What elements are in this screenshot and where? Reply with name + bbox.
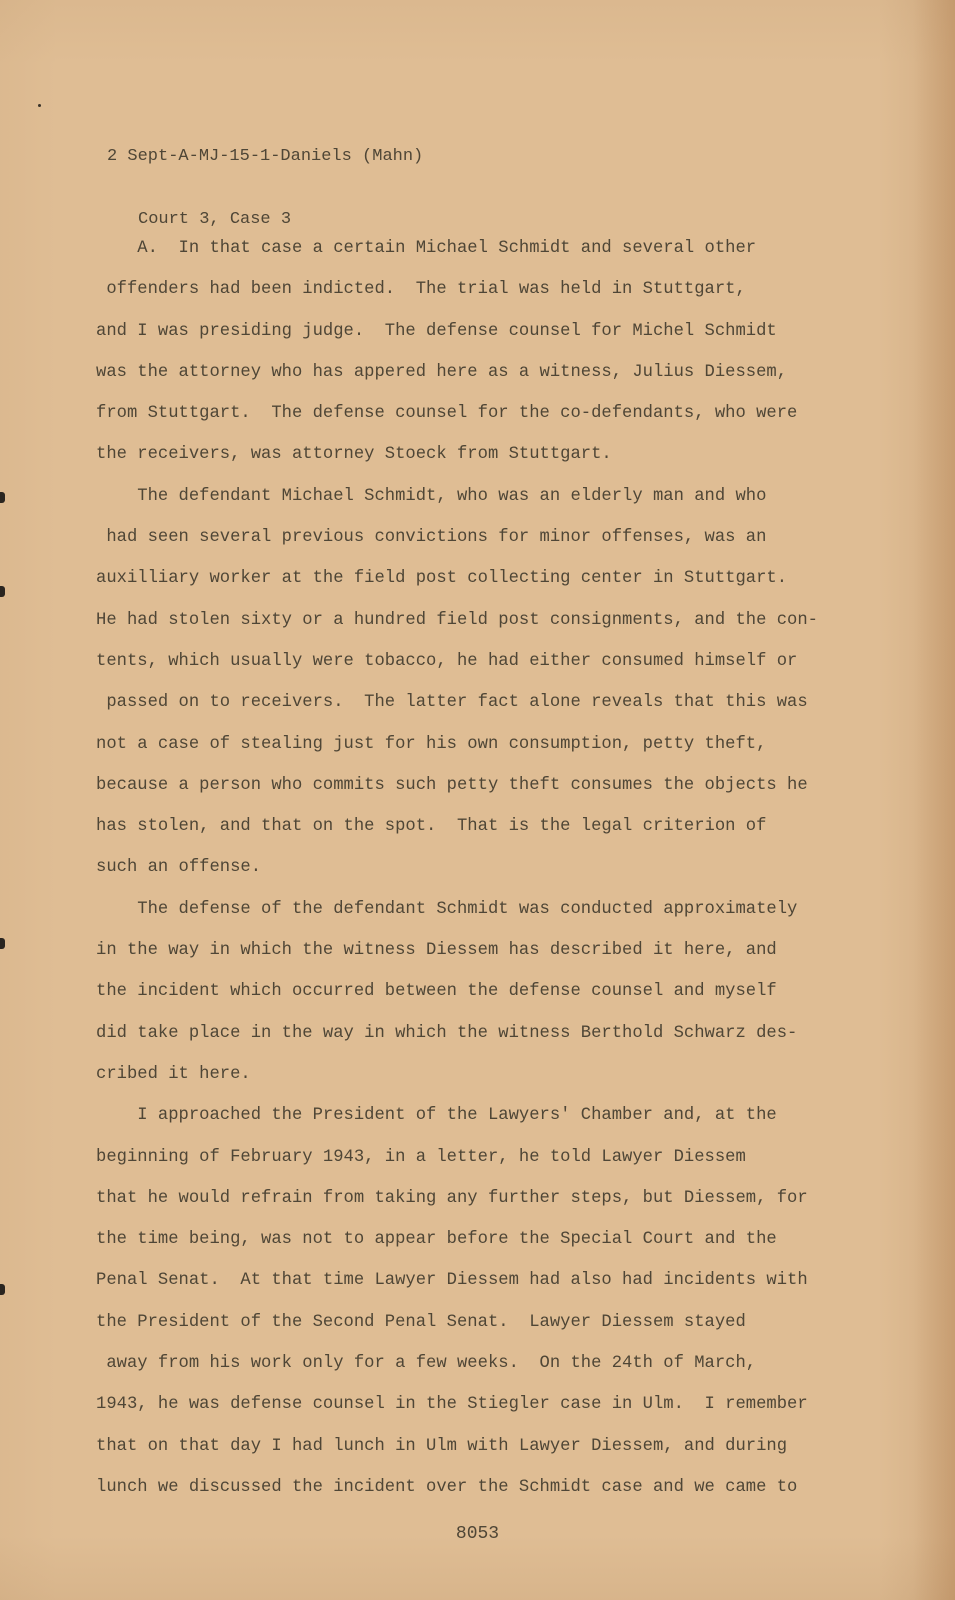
text-line: such an offense. xyxy=(96,858,262,878)
text-line: I approached the President of the Lawyers' Chamber and, at the xyxy=(96,1106,777,1126)
binding-hole xyxy=(0,938,5,949)
text-line: beginning of February 1943, in a letter, he told Lawyer Diessem xyxy=(96,1147,746,1167)
text-line: the receivers, was attorney Stoeck from Stuttgart. xyxy=(96,445,612,465)
header-court-case: Court 3, Case 3 xyxy=(138,210,292,229)
page-number: 8053 xyxy=(455,1524,500,1544)
text-line: had seen several previous convictions for minor offenses, was an xyxy=(96,528,767,548)
text-line: He had stolen sixty or a hundred field post consignments, and the con- xyxy=(96,610,818,630)
text-line: was the attorney who has appered here as a witness, Julius Diessem, xyxy=(96,362,788,382)
header-reference: 2 Sept-A-MJ-15-1-Daniels (Mahn) xyxy=(107,147,424,166)
text-line: A. In that case a certain Michael Schmidt and several other xyxy=(96,239,757,258)
text-line: because a person who commits such petty theft consumes the objects he xyxy=(96,775,808,795)
paper-mark xyxy=(38,104,41,107)
transcript-body xyxy=(96,228,816,1508)
text-line: has stolen, and that on the spot. That is the legal criterion of xyxy=(96,817,767,837)
text-line: The defense of the defendant Schmidt was conducted approximately xyxy=(96,899,798,919)
text-line: from Stuttgart. The defense counsel for the co-defendants, who were xyxy=(96,404,798,424)
text-line: did take place in the way in which the witness Berthold Schwarz des- xyxy=(96,1023,798,1043)
binding-hole xyxy=(0,586,5,597)
text-line: away from his work only for a few weeks. On the 24th of March, xyxy=(96,1354,757,1374)
text-line: auxilliary worker at the field post collecting center in Stuttgart. xyxy=(96,569,788,589)
binding-hole xyxy=(0,492,5,503)
text-line: the time being, was not to appear before the Special Court and the xyxy=(96,1230,777,1250)
text-line: the President of the Second Penal Senat. Lawyer Diessem stayed xyxy=(96,1312,746,1332)
text-line: 1943, he was defense counsel in the Stiegler case in Ulm. I remember xyxy=(96,1395,808,1415)
text-line: the incident which occurred between the defense counsel and myself xyxy=(96,982,777,1002)
text-line: The defendant Michael Schmidt, who was an elderly man and who xyxy=(96,486,767,506)
text-line: that on that day I had lunch in Ulm with Lawyer Diessem, and during xyxy=(96,1436,788,1456)
text-line: in the way in which the witness Diessem has described it here, and xyxy=(96,941,777,961)
text-line: not a case of stealing just for his own consumption, petty theft, xyxy=(96,734,767,754)
text-line: lunch we discussed the incident over the Schmidt case and we came to xyxy=(96,1477,798,1497)
text-line: passed on to receivers. The latter fact alone reveals that this was xyxy=(96,693,808,713)
binding-hole xyxy=(0,1284,5,1295)
text-line: cribed it here. xyxy=(96,1064,251,1084)
text-line: offenders had been indicted. The trial was held in Stuttgart, xyxy=(96,280,746,300)
text-line: tents, which usually were tobacco, he had either consumed himself or xyxy=(96,651,798,671)
text-line: that he would refrain from taking any further steps, but Diessem, for xyxy=(96,1188,808,1208)
text-line: and I was presiding judge. The defense counsel for Michel Schmidt xyxy=(96,321,777,341)
text-line: Penal Senat. At that time Lawyer Diessem had also had incidents with xyxy=(96,1271,808,1291)
page-edge-shadow xyxy=(913,0,955,1600)
